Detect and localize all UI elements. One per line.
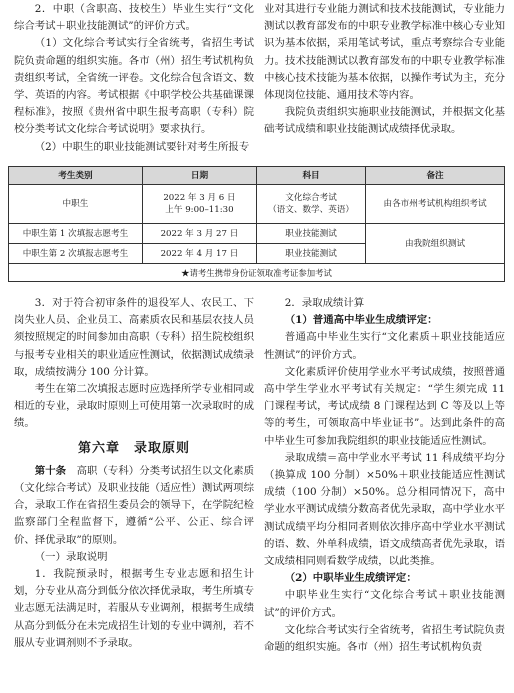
column-header: 备注 bbox=[366, 167, 505, 185]
article-label: 第十条 bbox=[34, 464, 67, 477]
subsection-heading: （1）普通高中毕业生成绩评定： bbox=[284, 314, 438, 327]
table-row bbox=[9, 224, 505, 244]
paragraph: 考生在第二次填报志愿时应选择所学专业相同或相近的专业，录取时原则上可使用第一次录取时的成绩。 bbox=[14, 383, 254, 430]
table-row bbox=[9, 185, 505, 224]
section-heading: 2．录取成绩计算 bbox=[284, 297, 365, 309]
table-cell: 2022 年 3 月 27 日 bbox=[142, 224, 256, 244]
right-column-top bbox=[264, 1, 505, 139]
time-text: 上午 9:00–11:30 bbox=[165, 205, 234, 215]
table-cell: 由我院组织测试 bbox=[366, 224, 505, 264]
table-cell: 由各市州考试机构组织考试 bbox=[366, 185, 505, 224]
article-paragraph bbox=[14, 463, 254, 549]
section-heading: （一）录取说明 bbox=[34, 550, 108, 563]
table-cell bbox=[142, 185, 256, 224]
table-cell: 职业技能测试 bbox=[256, 244, 365, 264]
table-cell: 职业技能测试 bbox=[256, 224, 365, 244]
paragraph: 文化综合考试实行全省统考，省招生考试院负责命题的组织实施。各市（州）招生考试机构负责 bbox=[264, 623, 505, 654]
column-header: 日期 bbox=[142, 167, 256, 185]
subject-detail-text: （语文、数学、英语） bbox=[268, 205, 355, 215]
subject-text: 文化综合考试 bbox=[285, 193, 337, 203]
table-cell bbox=[256, 185, 365, 224]
paragraph: 普通高中毕业生实行“文化素质＋职业技能适应性测试”的评价方式。 bbox=[264, 331, 505, 361]
paragraph: （1）文化综合考试实行全省统考，省招生考试院负责命题的组织实施。各市（州）招生考试机构负责组织考试，全省统一评卷。文化综合包含语文、数学、英语的内容。考试根据《中职学校公共基础课课程标准》，按照《贵州省中职生报考高职（专科）院校分类考试文化综合考试说明》要求执行。 bbox=[14, 37, 254, 136]
paragraph: （2）中职生的职业技能测试要针对考生所报专 bbox=[34, 140, 250, 153]
chapter-heading: 第六章 录取原则 bbox=[77, 440, 190, 456]
table-footnote: ★请考生携带身份证领取准考证参加考试 bbox=[9, 264, 505, 282]
table-cell: 中职生第 1 次填报志愿考生 bbox=[9, 224, 143, 244]
column-header: 科目 bbox=[256, 167, 365, 185]
left-column-bottom bbox=[14, 295, 254, 652]
paragraph: 3．对于符合初审条件的退役军人、农民工、下岗失业人员、企业员工、高素质农民和基层农技人员须按照规定的时间参加由高职（专科）招生院校组织与报考专业相关的职业适应性测试，依据测试成绩录取，成绩按满分 100 分计算。 bbox=[14, 297, 254, 378]
paragraph: 2．中职（含职高、技校生）毕业生实行“文化综合考试＋职业技能测试”的评价方式。 bbox=[14, 3, 254, 33]
right-column-bottom bbox=[264, 295, 505, 656]
subsection-heading: （2）中职毕业生成绩评定： bbox=[284, 572, 417, 585]
table-cell: 2022 年 4 月 17 日 bbox=[142, 244, 256, 264]
paragraph: 文化素质评价使用学业水平考试成绩，按照普通高中学生学业水平考试有关规定：“学生须完成 11 门课程考试，考试成绩 8 门课程达到 C 等及以上等等的考生，可领取高中毕业证书”。达到此条件的高中毕业生可参加我院组织的职业技能适应性测试。 bbox=[264, 365, 505, 447]
column-header: 考生类别 bbox=[9, 167, 143, 185]
table-footnote-row bbox=[9, 264, 505, 282]
table-header-row bbox=[9, 167, 505, 185]
table-cell: 中职生 bbox=[9, 185, 143, 224]
table-cell: 中职生第 2 次填报志愿考生 bbox=[9, 244, 143, 264]
paragraph: 1．我院预录时，根据考生专业志愿和招生计划，分专业从高分到低分依次择优录取，考生所填专业志愿无法满足时，若服从专业调剂，根据考生成绩从高分到低分在未完成招生计划的专业中调剂，若不服从专业调剂则不予录取。 bbox=[14, 568, 254, 649]
exam-schedule-table bbox=[8, 166, 505, 282]
left-column-top bbox=[14, 1, 254, 156]
paragraph: 业对其进行专业能力测试和技术技能测试，专业能力测试以教育部发布的中职专业教学标准中核心专业知识为基本依据，采用笔试考试，重点考察综合专业能力。技术技能测试以教育部发布的中职专业教学标准中核心技术技能为基本依据，以操作考试为主，充分体现岗位技能、通用技术等内容。 bbox=[264, 3, 505, 102]
article-text: 高职（专科）分类考试招生以文化素质（文化综合考试）及职业技能（适应性）测试两项综合，录取工作在省招生委员会的领导下，在学院纪检监察部门全程监督下，遵循“公平、公正、综合评价、择优录取”的原则。 bbox=[14, 464, 255, 546]
date-text: 2022 年 3 月 6 日 bbox=[163, 193, 236, 203]
paragraph: 我院负责组织实施职业技能测试，并根据文化基础考试成绩和职业技能测试成绩择优录取。 bbox=[264, 106, 505, 136]
paragraph: 中职毕业生实行“文化综合考试＋职业技能测试”的评价方式。 bbox=[264, 589, 505, 619]
paragraph: 录取成绩＝高中学业水平考试 11 科成绩平均分（换算成 100 分制）×50%＋职业技能适应性测试成绩（100 分制）×50%。总分相同情况下，高中学业水平测试成绩分数高者优先录取，高中学业水平测试成绩平均分相同者则依次排序高中学业水平测试的语、数、外单科成绩，语文成绩高者优先录取，语文成绩相同则看数学成绩，以此类推。 bbox=[264, 451, 505, 568]
